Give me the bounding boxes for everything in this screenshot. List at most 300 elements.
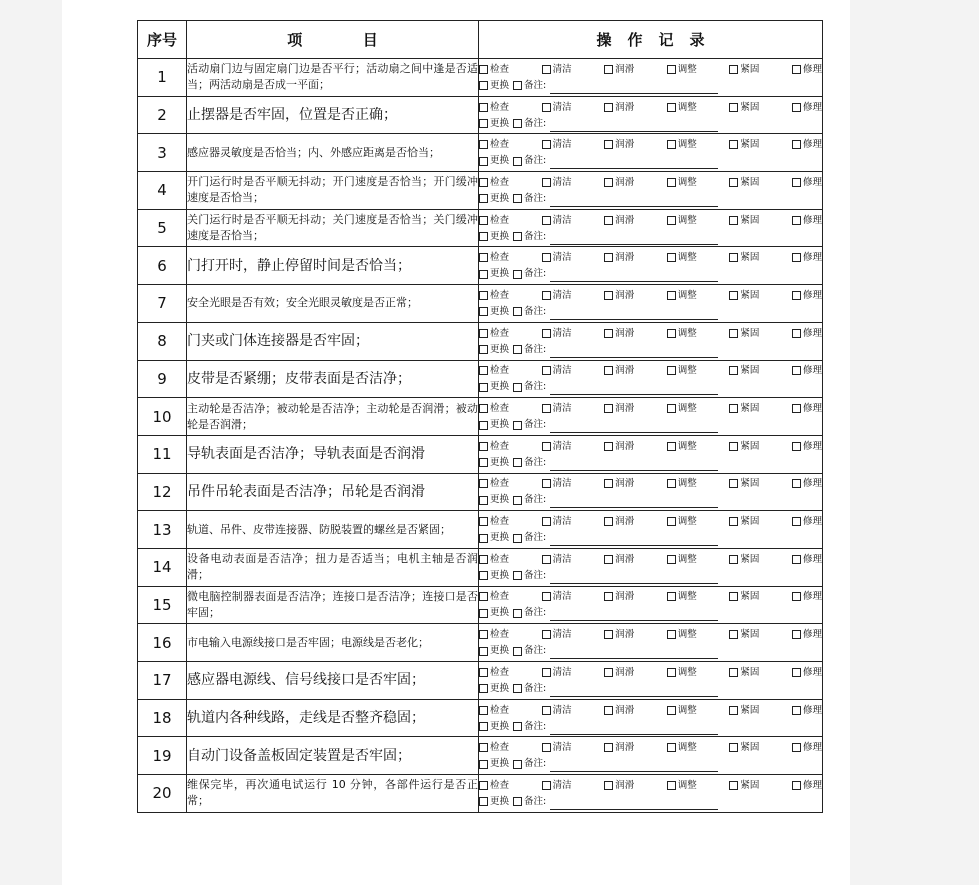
- checkbox-icon[interactable]: [479, 442, 488, 451]
- checkbox-icon[interactable]: [542, 781, 551, 790]
- ops-option[interactable]: [542, 136, 572, 153]
- ops-option[interactable]: [792, 551, 822, 568]
- ops-option[interactable]: [729, 287, 759, 304]
- checkbox-icon[interactable]: [479, 458, 488, 467]
- ops-option[interactable]: [479, 362, 509, 379]
- ops-option[interactable]: [604, 325, 634, 342]
- ops-option[interactable]: [479, 475, 509, 492]
- ops-option[interactable]: [513, 568, 546, 584]
- ops-option[interactable]: [729, 626, 759, 643]
- ops-option[interactable]: [604, 287, 634, 304]
- checkbox-icon[interactable]: [604, 668, 613, 677]
- ops-option[interactable]: [729, 61, 759, 78]
- ops-option[interactable]: [479, 212, 509, 229]
- ops-option[interactable]: [513, 266, 546, 282]
- ops-option[interactable]: [729, 513, 759, 530]
- remarks-write-line[interactable]: [550, 121, 718, 132]
- ops-option[interactable]: [729, 551, 759, 568]
- ops-option[interactable]: [792, 777, 822, 794]
- checkbox-icon[interactable]: [479, 383, 488, 392]
- checkbox-icon[interactable]: [513, 534, 522, 543]
- ops-option[interactable]: [513, 455, 546, 471]
- checkbox-icon[interactable]: [542, 479, 551, 488]
- checkbox-icon[interactable]: [667, 253, 676, 262]
- checkbox-icon[interactable]: [513, 722, 522, 731]
- ops-option[interactable]: [604, 739, 634, 756]
- checkbox-icon[interactable]: [792, 479, 801, 488]
- ops-option[interactable]: [479, 605, 509, 621]
- checkbox-icon[interactable]: [792, 216, 801, 225]
- checkbox-icon[interactable]: [479, 178, 488, 187]
- ops-option[interactable]: [479, 643, 509, 659]
- ops-option[interactable]: [604, 475, 634, 492]
- ops-option[interactable]: [513, 719, 546, 735]
- ops-option[interactable]: [667, 212, 697, 229]
- ops-option[interactable]: [479, 455, 509, 471]
- checkbox-icon[interactable]: [729, 743, 738, 752]
- ops-option[interactable]: [729, 739, 759, 756]
- checkbox-icon[interactable]: [513, 232, 522, 241]
- checkbox-icon[interactable]: [792, 65, 801, 74]
- ops-option[interactable]: [479, 739, 509, 756]
- ops-option[interactable]: [604, 249, 634, 266]
- checkbox-icon[interactable]: [479, 743, 488, 752]
- ops-option[interactable]: [667, 551, 697, 568]
- ops-option[interactable]: [479, 174, 509, 191]
- ops-option[interactable]: [667, 664, 697, 681]
- ops-option[interactable]: [479, 513, 509, 530]
- ops-option[interactable]: [542, 777, 572, 794]
- checkbox-icon[interactable]: [604, 555, 613, 564]
- ops-option[interactable]: [479, 379, 509, 395]
- ops-option[interactable]: [513, 304, 546, 320]
- checkbox-icon[interactable]: [604, 781, 613, 790]
- checkbox-icon[interactable]: [479, 119, 488, 128]
- ops-option[interactable]: [479, 626, 509, 643]
- ops-option[interactable]: [513, 605, 546, 621]
- ops-option[interactable]: [667, 588, 697, 605]
- checkbox-icon[interactable]: [792, 706, 801, 715]
- ops-option[interactable]: [513, 756, 546, 772]
- checkbox-icon[interactable]: [604, 479, 613, 488]
- checkbox-icon[interactable]: [542, 706, 551, 715]
- ops-option[interactable]: [729, 702, 759, 719]
- checkbox-icon[interactable]: [667, 555, 676, 564]
- ops-option[interactable]: [479, 756, 509, 772]
- checkbox-icon[interactable]: [792, 253, 801, 262]
- ops-option[interactable]: [479, 417, 509, 433]
- ops-option[interactable]: [667, 777, 697, 794]
- checkbox-icon[interactable]: [479, 307, 488, 316]
- checkbox-icon[interactable]: [729, 517, 738, 526]
- ops-option[interactable]: [479, 794, 509, 810]
- ops-option[interactable]: [604, 174, 634, 191]
- ops-option[interactable]: [513, 794, 546, 810]
- checkbox-icon[interactable]: [729, 592, 738, 601]
- ops-option[interactable]: [729, 99, 759, 116]
- checkbox-icon[interactable]: [513, 571, 522, 580]
- checkbox-icon[interactable]: [479, 722, 488, 731]
- ops-option[interactable]: [792, 513, 822, 530]
- checkbox-icon[interactable]: [792, 630, 801, 639]
- ops-option[interactable]: [792, 325, 822, 342]
- ops-option[interactable]: [667, 626, 697, 643]
- ops-option[interactable]: [542, 739, 572, 756]
- checkbox-icon[interactable]: [479, 684, 488, 693]
- ops-option[interactable]: [792, 249, 822, 266]
- checkbox-icon[interactable]: [513, 157, 522, 166]
- remarks-write-line[interactable]: [550, 309, 718, 320]
- checkbox-icon[interactable]: [479, 555, 488, 564]
- ops-option[interactable]: [604, 626, 634, 643]
- checkbox-icon[interactable]: [729, 253, 738, 262]
- checkbox-icon[interactable]: [604, 253, 613, 262]
- checkbox-icon[interactable]: [479, 760, 488, 769]
- ops-option[interactable]: [542, 212, 572, 229]
- checkbox-icon[interactable]: [479, 232, 488, 241]
- ops-option[interactable]: [792, 664, 822, 681]
- checkbox-icon[interactable]: [604, 743, 613, 752]
- ops-option[interactable]: [604, 99, 634, 116]
- checkbox-icon[interactable]: [479, 65, 488, 74]
- ops-option[interactable]: [667, 99, 697, 116]
- checkbox-icon[interactable]: [604, 178, 613, 187]
- ops-option[interactable]: [792, 739, 822, 756]
- checkbox-icon[interactable]: [729, 442, 738, 451]
- checkbox-icon[interactable]: [729, 706, 738, 715]
- checkbox-icon[interactable]: [792, 442, 801, 451]
- checkbox-icon[interactable]: [479, 706, 488, 715]
- checkbox-icon[interactable]: [729, 291, 738, 300]
- checkbox-icon[interactable]: [479, 329, 488, 338]
- checkbox-icon[interactable]: [479, 630, 488, 639]
- checkbox-icon[interactable]: [542, 140, 551, 149]
- ops-option[interactable]: [792, 702, 822, 719]
- ops-option[interactable]: [542, 287, 572, 304]
- ops-option[interactable]: [479, 266, 509, 282]
- checkbox-icon[interactable]: [667, 442, 676, 451]
- ops-option[interactable]: [667, 325, 697, 342]
- checkbox-icon[interactable]: [479, 421, 488, 430]
- checkbox-icon[interactable]: [604, 140, 613, 149]
- checkbox-icon[interactable]: [667, 329, 676, 338]
- checkbox-icon[interactable]: [479, 291, 488, 300]
- ops-option[interactable]: [604, 588, 634, 605]
- checkbox-icon[interactable]: [729, 140, 738, 149]
- ops-option[interactable]: [792, 99, 822, 116]
- ops-option[interactable]: [479, 342, 509, 358]
- ops-option[interactable]: [479, 777, 509, 794]
- ops-option[interactable]: [604, 702, 634, 719]
- checkbox-icon[interactable]: [729, 555, 738, 564]
- checkbox-icon[interactable]: [792, 592, 801, 601]
- ops-option[interactable]: [792, 61, 822, 78]
- checkbox-icon[interactable]: [542, 65, 551, 74]
- ops-option[interactable]: [729, 136, 759, 153]
- ops-option[interactable]: [729, 664, 759, 681]
- ops-option[interactable]: [479, 99, 509, 116]
- checkbox-icon[interactable]: [479, 479, 488, 488]
- checkbox-icon[interactable]: [479, 781, 488, 790]
- ops-option[interactable]: [479, 719, 509, 735]
- checkbox-icon[interactable]: [479, 157, 488, 166]
- checkbox-icon[interactable]: [479, 194, 488, 203]
- checkbox-icon[interactable]: [729, 65, 738, 74]
- remarks-write-line[interactable]: [550, 535, 718, 546]
- ops-option[interactable]: [542, 551, 572, 568]
- ops-option[interactable]: [604, 551, 634, 568]
- checkbox-icon[interactable]: [479, 609, 488, 618]
- ops-option[interactable]: [729, 777, 759, 794]
- checkbox-icon[interactable]: [604, 592, 613, 601]
- checkbox-icon[interactable]: [513, 609, 522, 618]
- checkbox-icon[interactable]: [479, 253, 488, 262]
- ops-option[interactable]: [604, 438, 634, 455]
- ops-option[interactable]: [479, 492, 509, 508]
- ops-option[interactable]: [479, 136, 509, 153]
- ops-option[interactable]: [479, 304, 509, 320]
- remarks-write-line[interactable]: [550, 384, 718, 395]
- ops-option[interactable]: [792, 588, 822, 605]
- checkbox-icon[interactable]: [542, 291, 551, 300]
- ops-option[interactable]: [479, 400, 509, 417]
- ops-option[interactable]: [479, 664, 509, 681]
- ops-option[interactable]: [479, 249, 509, 266]
- checkbox-icon[interactable]: [479, 103, 488, 112]
- remarks-write-line[interactable]: [550, 799, 718, 810]
- ops-option[interactable]: [667, 174, 697, 191]
- checkbox-icon[interactable]: [729, 479, 738, 488]
- ops-option[interactable]: [542, 362, 572, 379]
- checkbox-icon[interactable]: [479, 517, 488, 526]
- checkbox-icon[interactable]: [479, 404, 488, 413]
- ops-option[interactable]: [667, 702, 697, 719]
- remarks-write-line[interactable]: [550, 573, 718, 584]
- checkbox-icon[interactable]: [479, 647, 488, 656]
- ops-option[interactable]: [729, 588, 759, 605]
- ops-option[interactable]: [667, 136, 697, 153]
- ops-option[interactable]: [729, 362, 759, 379]
- checkbox-icon[interactable]: [729, 366, 738, 375]
- remarks-write-line[interactable]: [550, 196, 718, 207]
- checkbox-icon[interactable]: [792, 103, 801, 112]
- checkbox-icon[interactable]: [792, 668, 801, 677]
- checkbox-icon[interactable]: [792, 781, 801, 790]
- ops-option[interactable]: [729, 174, 759, 191]
- checkbox-icon[interactable]: [792, 555, 801, 564]
- checkbox-icon[interactable]: [513, 458, 522, 467]
- checkbox-icon[interactable]: [729, 103, 738, 112]
- ops-option[interactable]: [604, 61, 634, 78]
- checkbox-icon[interactable]: [667, 404, 676, 413]
- checkbox-icon[interactable]: [792, 329, 801, 338]
- ops-option[interactable]: [542, 513, 572, 530]
- ops-option[interactable]: [729, 475, 759, 492]
- checkbox-icon[interactable]: [667, 781, 676, 790]
- checkbox-icon[interactable]: [604, 291, 613, 300]
- ops-option[interactable]: [479, 588, 509, 605]
- remarks-write-line[interactable]: [550, 83, 718, 94]
- remarks-write-line[interactable]: [550, 761, 718, 772]
- checkbox-icon[interactable]: [667, 216, 676, 225]
- checkbox-icon[interactable]: [479, 534, 488, 543]
- ops-option[interactable]: [542, 664, 572, 681]
- ops-option[interactable]: [479, 681, 509, 697]
- ops-option[interactable]: [667, 739, 697, 756]
- checkbox-icon[interactable]: [513, 194, 522, 203]
- checkbox-icon[interactable]: [479, 216, 488, 225]
- ops-option[interactable]: [479, 229, 509, 245]
- ops-option[interactable]: [479, 287, 509, 304]
- checkbox-icon[interactable]: [479, 366, 488, 375]
- checkbox-icon[interactable]: [513, 383, 522, 392]
- checkbox-icon[interactable]: [667, 517, 676, 526]
- checkbox-icon[interactable]: [542, 103, 551, 112]
- checkbox-icon[interactable]: [667, 630, 676, 639]
- checkbox-icon[interactable]: [542, 404, 551, 413]
- checkbox-icon[interactable]: [542, 555, 551, 564]
- ops-option[interactable]: [729, 438, 759, 455]
- ops-option[interactable]: [792, 362, 822, 379]
- remarks-write-line[interactable]: [550, 724, 718, 735]
- ops-option[interactable]: [667, 438, 697, 455]
- ops-option[interactable]: [542, 438, 572, 455]
- checkbox-icon[interactable]: [729, 178, 738, 187]
- checkbox-icon[interactable]: [542, 668, 551, 677]
- ops-option[interactable]: [792, 287, 822, 304]
- checkbox-icon[interactable]: [667, 592, 676, 601]
- ops-option[interactable]: [792, 136, 822, 153]
- ops-option[interactable]: [513, 153, 546, 169]
- checkbox-icon[interactable]: [513, 119, 522, 128]
- ops-option[interactable]: [479, 78, 509, 94]
- ops-option[interactable]: [792, 174, 822, 191]
- checkbox-icon[interactable]: [604, 442, 613, 451]
- checkbox-icon[interactable]: [479, 797, 488, 806]
- ops-option[interactable]: [792, 626, 822, 643]
- ops-option[interactable]: [604, 777, 634, 794]
- ops-option[interactable]: [479, 438, 509, 455]
- ops-option[interactable]: [513, 78, 546, 94]
- ops-option[interactable]: [542, 626, 572, 643]
- checkbox-icon[interactable]: [542, 216, 551, 225]
- ops-option[interactable]: [479, 551, 509, 568]
- checkbox-icon[interactable]: [667, 178, 676, 187]
- checkbox-icon[interactable]: [604, 630, 613, 639]
- ops-option[interactable]: [542, 99, 572, 116]
- checkbox-icon[interactable]: [479, 81, 488, 90]
- ops-option[interactable]: [513, 417, 546, 433]
- remarks-write-line[interactable]: [550, 648, 718, 659]
- ops-option[interactable]: [667, 513, 697, 530]
- ops-option[interactable]: [513, 229, 546, 245]
- ops-option[interactable]: [729, 249, 759, 266]
- checkbox-icon[interactable]: [542, 630, 551, 639]
- checkbox-icon[interactable]: [792, 404, 801, 413]
- checkbox-icon[interactable]: [792, 366, 801, 375]
- checkbox-icon[interactable]: [479, 668, 488, 677]
- checkbox-icon[interactable]: [513, 496, 522, 505]
- ops-option[interactable]: [667, 249, 697, 266]
- remarks-write-line[interactable]: [550, 497, 718, 508]
- checkbox-icon[interactable]: [542, 366, 551, 375]
- ops-option[interactable]: [513, 116, 546, 132]
- ops-option[interactable]: [479, 530, 509, 546]
- checkbox-icon[interactable]: [479, 592, 488, 601]
- checkbox-icon[interactable]: [729, 216, 738, 225]
- ops-option[interactable]: [479, 568, 509, 584]
- ops-option[interactable]: [513, 342, 546, 358]
- checkbox-icon[interactable]: [604, 103, 613, 112]
- ops-option[interactable]: [729, 325, 759, 342]
- ops-option[interactable]: [542, 325, 572, 342]
- ops-option[interactable]: [479, 61, 509, 78]
- checkbox-icon[interactable]: [542, 743, 551, 752]
- checkbox-icon[interactable]: [479, 270, 488, 279]
- remarks-write-line[interactable]: [550, 347, 718, 358]
- ops-option[interactable]: [479, 153, 509, 169]
- ops-option[interactable]: [604, 362, 634, 379]
- ops-option[interactable]: [513, 492, 546, 508]
- ops-option[interactable]: [604, 136, 634, 153]
- checkbox-icon[interactable]: [479, 496, 488, 505]
- checkbox-icon[interactable]: [667, 103, 676, 112]
- ops-option[interactable]: [542, 61, 572, 78]
- remarks-write-line[interactable]: [550, 422, 718, 433]
- checkbox-icon[interactable]: [542, 592, 551, 601]
- ops-option[interactable]: [542, 588, 572, 605]
- ops-option[interactable]: [792, 400, 822, 417]
- checkbox-icon[interactable]: [513, 760, 522, 769]
- ops-option[interactable]: [513, 681, 546, 697]
- ops-option[interactable]: [542, 174, 572, 191]
- checkbox-icon[interactable]: [513, 684, 522, 693]
- ops-option[interactable]: [792, 475, 822, 492]
- checkbox-icon[interactable]: [667, 706, 676, 715]
- checkbox-icon[interactable]: [667, 65, 676, 74]
- ops-option[interactable]: [604, 513, 634, 530]
- checkbox-icon[interactable]: [542, 517, 551, 526]
- ops-option[interactable]: [513, 530, 546, 546]
- ops-option[interactable]: [479, 191, 509, 207]
- checkbox-icon[interactable]: [513, 81, 522, 90]
- ops-option[interactable]: [667, 362, 697, 379]
- ops-option[interactable]: [479, 325, 509, 342]
- remarks-write-line[interactable]: [550, 610, 718, 621]
- checkbox-icon[interactable]: [792, 178, 801, 187]
- checkbox-icon[interactable]: [667, 140, 676, 149]
- ops-option[interactable]: [513, 191, 546, 207]
- checkbox-icon[interactable]: [604, 404, 613, 413]
- checkbox-icon[interactable]: [729, 404, 738, 413]
- ops-option[interactable]: [729, 400, 759, 417]
- checkbox-icon[interactable]: [513, 421, 522, 430]
- ops-option[interactable]: [604, 400, 634, 417]
- checkbox-icon[interactable]: [542, 178, 551, 187]
- checkbox-icon[interactable]: [479, 571, 488, 580]
- checkbox-icon[interactable]: [604, 329, 613, 338]
- checkbox-icon[interactable]: [513, 270, 522, 279]
- checkbox-icon[interactable]: [479, 140, 488, 149]
- checkbox-icon[interactable]: [729, 630, 738, 639]
- checkbox-icon[interactable]: [542, 329, 551, 338]
- ops-option[interactable]: [667, 61, 697, 78]
- remarks-write-line[interactable]: [550, 460, 718, 471]
- checkbox-icon[interactable]: [729, 668, 738, 677]
- ops-option[interactable]: [604, 212, 634, 229]
- checkbox-icon[interactable]: [667, 366, 676, 375]
- checkbox-icon[interactable]: [604, 216, 613, 225]
